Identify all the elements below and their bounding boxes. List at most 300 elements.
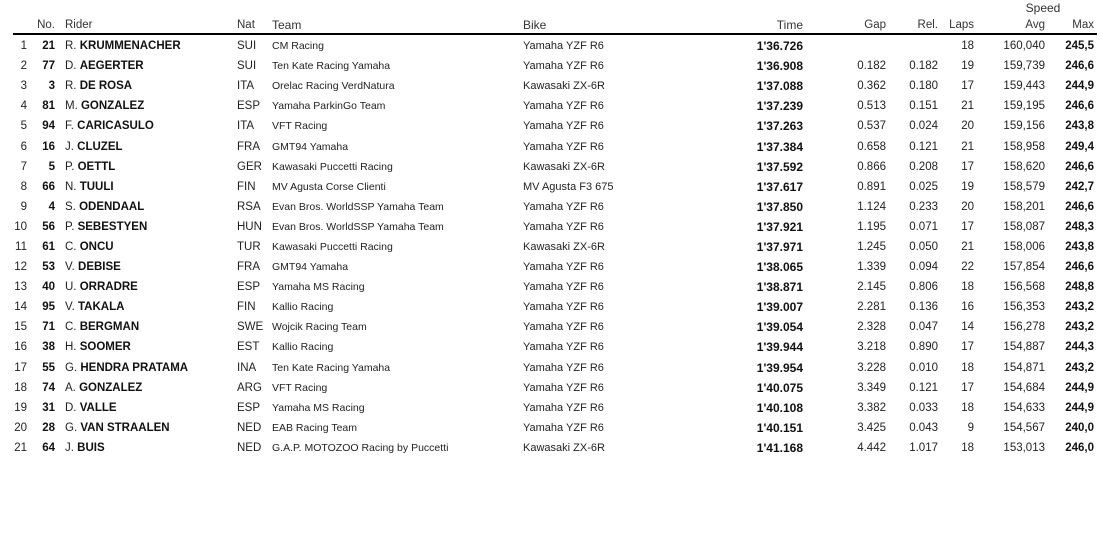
rider-initial: P. <box>65 220 75 233</box>
bike-number-cell: 31 <box>42 401 55 414</box>
position-cell: 9 <box>20 200 27 213</box>
laps-cell: 21 <box>961 100 974 113</box>
rider-cell <box>55 241 230 253</box>
time-cell: 1'40.108 <box>756 400 803 415</box>
team-cell: GMT94 Yamaha <box>272 140 349 153</box>
rel-cell: 0.094 <box>909 261 938 274</box>
nationality-cell: FIN <box>237 180 256 193</box>
max-speed-cell: 248,8 <box>1065 281 1094 294</box>
avg-speed-cell: 156,278 <box>1003 321 1045 334</box>
rider-cell <box>55 301 230 313</box>
bike-cell: Kawasaki ZX-6R <box>523 160 605 173</box>
gap-cell: 1.245 <box>857 240 886 253</box>
gap-cell: 1.339 <box>857 261 886 274</box>
rider-cell <box>55 40 230 52</box>
max-speed-cell: 246,0 <box>1065 441 1094 454</box>
rel-cell: 0.010 <box>909 361 938 374</box>
rider-last-name: VAN STRAALEN <box>80 421 170 434</box>
rider-initial: V. <box>65 261 75 274</box>
rider-cell <box>55 120 230 132</box>
avg-speed-cell: 160,040 <box>1003 40 1045 53</box>
laps-cell: 18 <box>961 401 974 414</box>
bike-number-cell: 40 <box>42 281 55 294</box>
avg-speed-cell: 156,353 <box>1003 301 1045 314</box>
bike-cell: Yamaha YZF R6 <box>523 60 604 73</box>
bike-number-cell: 77 <box>42 60 55 73</box>
time-cell: 1'37.850 <box>756 199 803 214</box>
avg-speed-cell: 159,739 <box>1003 60 1045 73</box>
position-cell: 4 <box>20 100 27 113</box>
nationality-cell: SUI <box>237 60 257 73</box>
rider-initial: J. <box>65 140 74 153</box>
table-row <box>0 177 1094 197</box>
nationality-cell: FIN <box>237 301 256 314</box>
rel-cell: 0.043 <box>909 421 938 434</box>
avg-speed-cell: 154,684 <box>1003 381 1045 394</box>
team-cell: VFT Racing <box>272 381 328 394</box>
bike-number-cell: 28 <box>42 421 55 434</box>
gap-cell: 3.425 <box>857 421 886 434</box>
avg-speed-cell: 154,871 <box>1003 361 1045 374</box>
laps-cell: 14 <box>961 321 974 334</box>
table-row <box>0 257 1094 277</box>
avg-speed-cell: 158,087 <box>1003 220 1045 233</box>
team-cell: Yamaha MS Racing <box>272 281 365 294</box>
bike-number-cell: 53 <box>42 261 55 274</box>
rider-initial: U. <box>65 281 77 294</box>
nationality-cell: ITA <box>237 120 255 133</box>
team-cell: Kallio Racing <box>272 341 334 354</box>
team-cell: Kawasaki Puccetti Racing <box>272 160 393 173</box>
laps-cell: 17 <box>961 220 974 233</box>
time-cell: 1'36.908 <box>756 59 803 74</box>
rider-cell <box>55 181 230 193</box>
time-cell: 1'37.239 <box>756 99 803 114</box>
nationality-cell: RSA <box>237 200 261 213</box>
time-cell: 1'41.168 <box>756 440 803 455</box>
rider-last-name: ODENDAAL <box>79 200 145 213</box>
bike-cell: Yamaha YZF R6 <box>523 281 604 294</box>
rel-cell: 0.025 <box>909 180 938 193</box>
team-cell: Orelac Racing VerdNatura <box>272 80 395 93</box>
rider-last-name: BERGMAN <box>79 321 140 334</box>
gap-cell: 3.382 <box>857 401 886 414</box>
table-row <box>0 277 1094 297</box>
max-speed-cell: 246,6 <box>1065 160 1094 173</box>
col-header-max: Max <box>1072 18 1094 31</box>
position-cell: 11 <box>15 240 27 253</box>
rider-last-name: HENDRA PRATAMA <box>80 361 189 374</box>
bike-number-cell: 94 <box>42 120 55 133</box>
nationality-cell: INA <box>237 361 257 374</box>
time-cell: 1'40.151 <box>756 420 803 435</box>
table-row <box>0 76 1094 96</box>
max-speed-cell: 244,9 <box>1065 80 1094 93</box>
table-row <box>0 36 1094 56</box>
bike-cell: Yamaha YZF R6 <box>523 140 604 153</box>
gap-cell: 1.195 <box>857 220 886 233</box>
rider-cell <box>55 321 230 333</box>
bike-cell: Yamaha YZF R6 <box>523 401 604 414</box>
rider-cell <box>55 362 230 374</box>
table-row <box>0 116 1094 136</box>
time-cell: 1'39.054 <box>756 320 803 335</box>
laps-cell: 19 <box>961 180 974 193</box>
rider-cell <box>55 382 230 394</box>
rider-last-name: ONCU <box>79 240 114 253</box>
max-speed-cell: 245,5 <box>1065 40 1094 53</box>
team-cell: CM Racing <box>272 40 324 53</box>
table-row <box>0 96 1094 116</box>
rider-initial: N. <box>65 180 77 193</box>
max-speed-cell: 246,6 <box>1065 200 1094 213</box>
col-header-rider: Rider <box>65 18 93 31</box>
team-cell: Evan Bros. WorldSSP Yamaha Team <box>272 220 444 233</box>
gap-cell: 0.182 <box>857 60 886 73</box>
table-row <box>0 418 1094 438</box>
gap-cell: 1.124 <box>857 200 886 213</box>
position-cell: 16 <box>14 341 27 354</box>
max-speed-cell: 246,6 <box>1065 60 1094 73</box>
position-cell: 7 <box>20 160 27 173</box>
time-cell: 1'36.726 <box>756 39 803 54</box>
position-cell: 20 <box>14 421 27 434</box>
avg-speed-cell: 159,156 <box>1003 120 1045 133</box>
position-cell: 12 <box>14 261 27 274</box>
nationality-cell: GER <box>237 160 262 173</box>
time-cell: 1'38.871 <box>756 280 803 295</box>
rel-cell: 0.182 <box>909 60 938 73</box>
nationality-cell: ARG <box>237 381 262 394</box>
table-row <box>0 438 1094 458</box>
rider-initial: A. <box>65 381 76 394</box>
max-speed-cell: 244,3 <box>1065 341 1094 354</box>
col-header-nat: Nat <box>237 18 255 31</box>
bike-number-cell: 74 <box>42 381 55 394</box>
avg-speed-cell: 154,633 <box>1003 401 1045 414</box>
rider-cell <box>55 221 230 233</box>
team-cell: G.A.P. MOTOZOO Racing by Puccetti <box>272 441 449 454</box>
table-row <box>0 157 1094 177</box>
rider-initial: F. <box>65 120 74 133</box>
avg-speed-cell: 159,195 <box>1003 100 1045 113</box>
max-speed-cell: 244,9 <box>1065 381 1094 394</box>
rel-cell: 0.806 <box>909 281 938 294</box>
bike-number-cell: 21 <box>42 40 55 53</box>
time-cell: 1'40.075 <box>756 380 803 395</box>
bike-cell: Yamaha YZF R6 <box>523 321 604 334</box>
bike-cell: Yamaha YZF R6 <box>523 381 604 394</box>
rider-last-name: VALLE <box>79 401 117 414</box>
laps-cell: 22 <box>961 261 974 274</box>
bike-number-cell: 5 <box>48 160 55 173</box>
avg-speed-cell: 154,887 <box>1003 341 1045 354</box>
rider-initial: D. <box>65 401 77 414</box>
rider-cell <box>55 442 230 454</box>
rel-cell: 0.890 <box>909 341 938 354</box>
rider-initial: R. <box>65 40 77 53</box>
gap-cell: 0.658 <box>857 140 886 153</box>
rel-cell: 0.071 <box>909 220 938 233</box>
col-header-bike: Bike <box>523 17 547 32</box>
laps-cell: 9 <box>967 421 974 434</box>
rel-cell: 0.233 <box>909 200 938 213</box>
rider-cell <box>55 161 230 173</box>
rider-last-name: DEBISE <box>78 261 121 274</box>
position-cell: 14 <box>14 301 27 314</box>
rider-initial: S. <box>65 200 76 213</box>
gap-cell: 0.513 <box>857 100 886 113</box>
max-speed-cell: 242,7 <box>1065 180 1094 193</box>
time-cell: 1'37.971 <box>756 239 803 254</box>
bike-cell: Yamaha YZF R6 <box>523 421 604 434</box>
nationality-cell: HUN <box>237 220 262 233</box>
table-header <box>0 16 1094 33</box>
position-cell: 18 <box>14 381 27 394</box>
col-header-rel: Rel. <box>917 18 938 31</box>
nationality-cell: ITA <box>237 80 255 93</box>
rider-last-name: OETTL <box>77 160 116 173</box>
rel-cell: 0.050 <box>909 240 938 253</box>
rider-last-name: TAKALA <box>78 301 125 314</box>
bike-number-cell: 55 <box>42 361 55 374</box>
max-speed-cell: 243,8 <box>1065 240 1094 253</box>
max-speed-cell: 249,4 <box>1065 140 1094 153</box>
avg-speed-cell: 158,579 <box>1003 180 1045 193</box>
position-cell: 17 <box>14 361 27 374</box>
team-cell: GMT94 Yamaha <box>272 261 349 274</box>
bike-number-cell: 56 <box>42 220 55 233</box>
rider-initial: D. <box>65 60 77 73</box>
bike-number-cell: 71 <box>42 321 55 334</box>
position-cell: 10 <box>14 220 27 233</box>
rider-initial: V. <box>65 301 75 314</box>
rider-initial: G. <box>65 361 78 374</box>
max-speed-cell: 243,8 <box>1065 120 1094 133</box>
position-cell: 3 <box>20 80 27 93</box>
avg-speed-cell: 158,958 <box>1003 140 1045 153</box>
bike-cell: Yamaha YZF R6 <box>523 100 604 113</box>
bike-cell: MV Agusta F3 675 <box>523 180 614 193</box>
rider-cell <box>55 422 230 434</box>
avg-speed-cell: 158,620 <box>1003 160 1045 173</box>
nationality-cell: ESP <box>237 281 261 294</box>
rider-last-name: TUULI <box>79 180 114 193</box>
position-cell: 5 <box>20 120 27 133</box>
time-cell: 1'37.617 <box>756 179 803 194</box>
header-rule <box>13 33 1097 35</box>
nationality-cell: FRA <box>237 140 260 153</box>
time-cell: 1'39.944 <box>756 340 803 355</box>
nationality-cell: SUI <box>237 40 257 53</box>
avg-speed-cell: 159,443 <box>1003 80 1045 93</box>
col-header-team: Team <box>272 17 302 32</box>
position-cell: 1 <box>20 40 27 53</box>
rider-initial: G. <box>65 421 78 434</box>
table-row <box>0 398 1094 418</box>
nationality-cell: TUR <box>237 240 261 253</box>
nationality-cell: SWE <box>237 321 264 334</box>
gap-cell: 0.891 <box>857 180 886 193</box>
rider-cell <box>55 80 230 92</box>
rel-cell: 0.180 <box>909 80 938 93</box>
laps-cell: 21 <box>961 240 974 253</box>
laps-cell: 17 <box>961 341 974 354</box>
bike-number-cell: 4 <box>48 200 55 213</box>
nationality-cell: ESP <box>237 401 261 414</box>
table-row <box>0 358 1094 378</box>
rel-cell: 0.121 <box>909 381 938 394</box>
team-cell: VFT Racing <box>272 120 328 133</box>
speed-group-header: Speed <box>1025 1 1061 15</box>
col-header-laps: Laps <box>949 18 974 31</box>
rider-last-name: BUIS <box>77 441 105 454</box>
laps-cell: 20 <box>961 120 974 133</box>
bike-number-cell: 3 <box>48 80 55 93</box>
time-cell: 1'37.384 <box>756 139 803 154</box>
rel-cell: 0.208 <box>909 160 938 173</box>
nationality-cell: FRA <box>237 261 260 274</box>
gap-cell: 2.145 <box>857 281 886 294</box>
time-cell: 1'37.592 <box>756 159 803 174</box>
rider-last-name: SOOMER <box>79 341 131 354</box>
nationality-cell: NED <box>237 421 262 434</box>
rider-cell <box>55 60 230 72</box>
rider-last-name: CARICASULO <box>77 120 154 133</box>
rider-cell <box>55 402 230 414</box>
bike-cell: Yamaha YZF R6 <box>523 341 604 354</box>
rider-cell <box>55 261 230 273</box>
col-header-time: Time <box>776 17 803 32</box>
table-row <box>0 297 1094 317</box>
rider-last-name: SEBESTYEN <box>77 220 148 233</box>
rider-last-name: CLUZEL <box>77 140 123 153</box>
position-cell: 2 <box>20 60 27 73</box>
bike-cell: Yamaha YZF R6 <box>523 220 604 233</box>
avg-speed-cell: 158,006 <box>1003 240 1045 253</box>
team-cell: Ten Kate Racing Yamaha <box>272 361 391 374</box>
max-speed-cell: 240,0 <box>1065 421 1094 434</box>
rider-last-name: GONZALEZ <box>79 381 143 394</box>
table-body <box>0 36 1094 458</box>
laps-cell: 18 <box>961 281 974 294</box>
team-cell: Kallio Racing <box>272 301 334 314</box>
laps-cell: 16 <box>961 301 974 314</box>
avg-speed-cell: 154,567 <box>1003 421 1045 434</box>
max-speed-cell: 244,9 <box>1065 401 1094 414</box>
rider-initial: R. <box>65 80 77 93</box>
table-row <box>0 378 1094 398</box>
rider-last-name: GONZALEZ <box>80 100 145 113</box>
bike-cell: Yamaha YZF R6 <box>523 261 604 274</box>
rel-cell: 1.017 <box>909 441 938 454</box>
max-speed-cell: 243,2 <box>1065 301 1094 314</box>
rel-cell: 0.033 <box>909 401 938 414</box>
rel-cell: 0.121 <box>909 140 938 153</box>
col-header-gap: Gap <box>864 18 886 31</box>
bike-number-cell: 66 <box>42 180 55 193</box>
bike-number-cell: 95 <box>42 301 55 314</box>
gap-cell: 2.328 <box>857 321 886 334</box>
team-cell: Ten Kate Racing Yamaha <box>272 60 391 73</box>
nationality-cell: ESP <box>237 100 261 113</box>
rider-initial: J. <box>65 441 74 454</box>
time-cell: 1'39.954 <box>756 360 803 375</box>
rider-initial: H. <box>65 341 77 354</box>
position-cell: 15 <box>14 321 27 334</box>
rel-cell: 0.136 <box>909 301 938 314</box>
bike-number-cell: 81 <box>42 100 55 113</box>
bike-number-cell: 61 <box>42 240 55 253</box>
rider-initial: C. <box>65 321 77 334</box>
rider-cell <box>55 201 230 213</box>
laps-cell: 18 <box>961 40 974 53</box>
gap-cell: 0.362 <box>857 80 886 93</box>
position-cell: 13 <box>14 281 27 294</box>
gap-cell: 0.866 <box>857 160 886 173</box>
nationality-cell: EST <box>237 341 260 354</box>
laps-cell: 21 <box>961 140 974 153</box>
position-cell: 8 <box>20 180 27 193</box>
max-speed-cell: 248,3 <box>1065 220 1094 233</box>
team-cell: Wojcik Racing Team <box>272 321 367 334</box>
col-header-avg: Avg <box>1025 18 1045 31</box>
time-cell: 1'38.065 <box>756 260 803 275</box>
bike-cell: Yamaha YZF R6 <box>523 40 604 53</box>
col-header-no: No. <box>37 18 55 31</box>
laps-cell: 20 <box>961 200 974 213</box>
team-cell: EAB Racing Team <box>272 421 358 434</box>
max-speed-cell: 246,6 <box>1065 261 1094 274</box>
bike-cell: Yamaha YZF R6 <box>523 361 604 374</box>
team-cell: Yamaha MS Racing <box>272 401 365 414</box>
bike-cell: Yamaha YZF R6 <box>523 301 604 314</box>
rider-cell <box>55 281 230 293</box>
gap-cell: 3.349 <box>857 381 886 394</box>
time-cell: 1'37.263 <box>756 119 803 134</box>
bike-cell: Kawasaki ZX-6R <box>523 240 605 253</box>
laps-cell: 18 <box>961 361 974 374</box>
rider-last-name: DE ROSA <box>79 80 133 93</box>
table-row <box>0 217 1094 237</box>
bike-number-cell: 64 <box>42 441 55 454</box>
gap-cell: 3.228 <box>857 361 886 374</box>
team-cell: Yamaha ParkinGo Team <box>272 100 386 113</box>
bike-number-cell: 38 <box>42 341 55 354</box>
time-cell: 1'39.007 <box>756 300 803 315</box>
nationality-cell: NED <box>237 441 262 454</box>
rider-initial: C. <box>65 240 77 253</box>
gap-cell: 3.218 <box>857 341 886 354</box>
team-cell: Evan Bros. WorldSSP Yamaha Team <box>272 200 444 213</box>
position-cell: 21 <box>14 441 27 454</box>
bike-cell: Yamaha YZF R6 <box>523 200 604 213</box>
bike-cell: Kawasaki ZX-6R <box>523 80 605 93</box>
position-cell: 6 <box>20 140 27 153</box>
table-row <box>0 337 1094 357</box>
max-speed-cell: 243,2 <box>1065 321 1094 334</box>
time-cell: 1'37.921 <box>756 219 803 234</box>
avg-speed-cell: 158,201 <box>1003 200 1045 213</box>
bike-number-cell: 16 <box>42 140 55 153</box>
max-speed-cell: 243,2 <box>1065 361 1094 374</box>
avg-speed-cell: 157,854 <box>1003 261 1045 274</box>
rider-last-name: ORRADRE <box>79 281 138 294</box>
laps-cell: 18 <box>961 441 974 454</box>
gap-cell: 0.537 <box>857 120 886 133</box>
laps-cell: 17 <box>961 381 974 394</box>
laps-cell: 19 <box>961 60 974 73</box>
